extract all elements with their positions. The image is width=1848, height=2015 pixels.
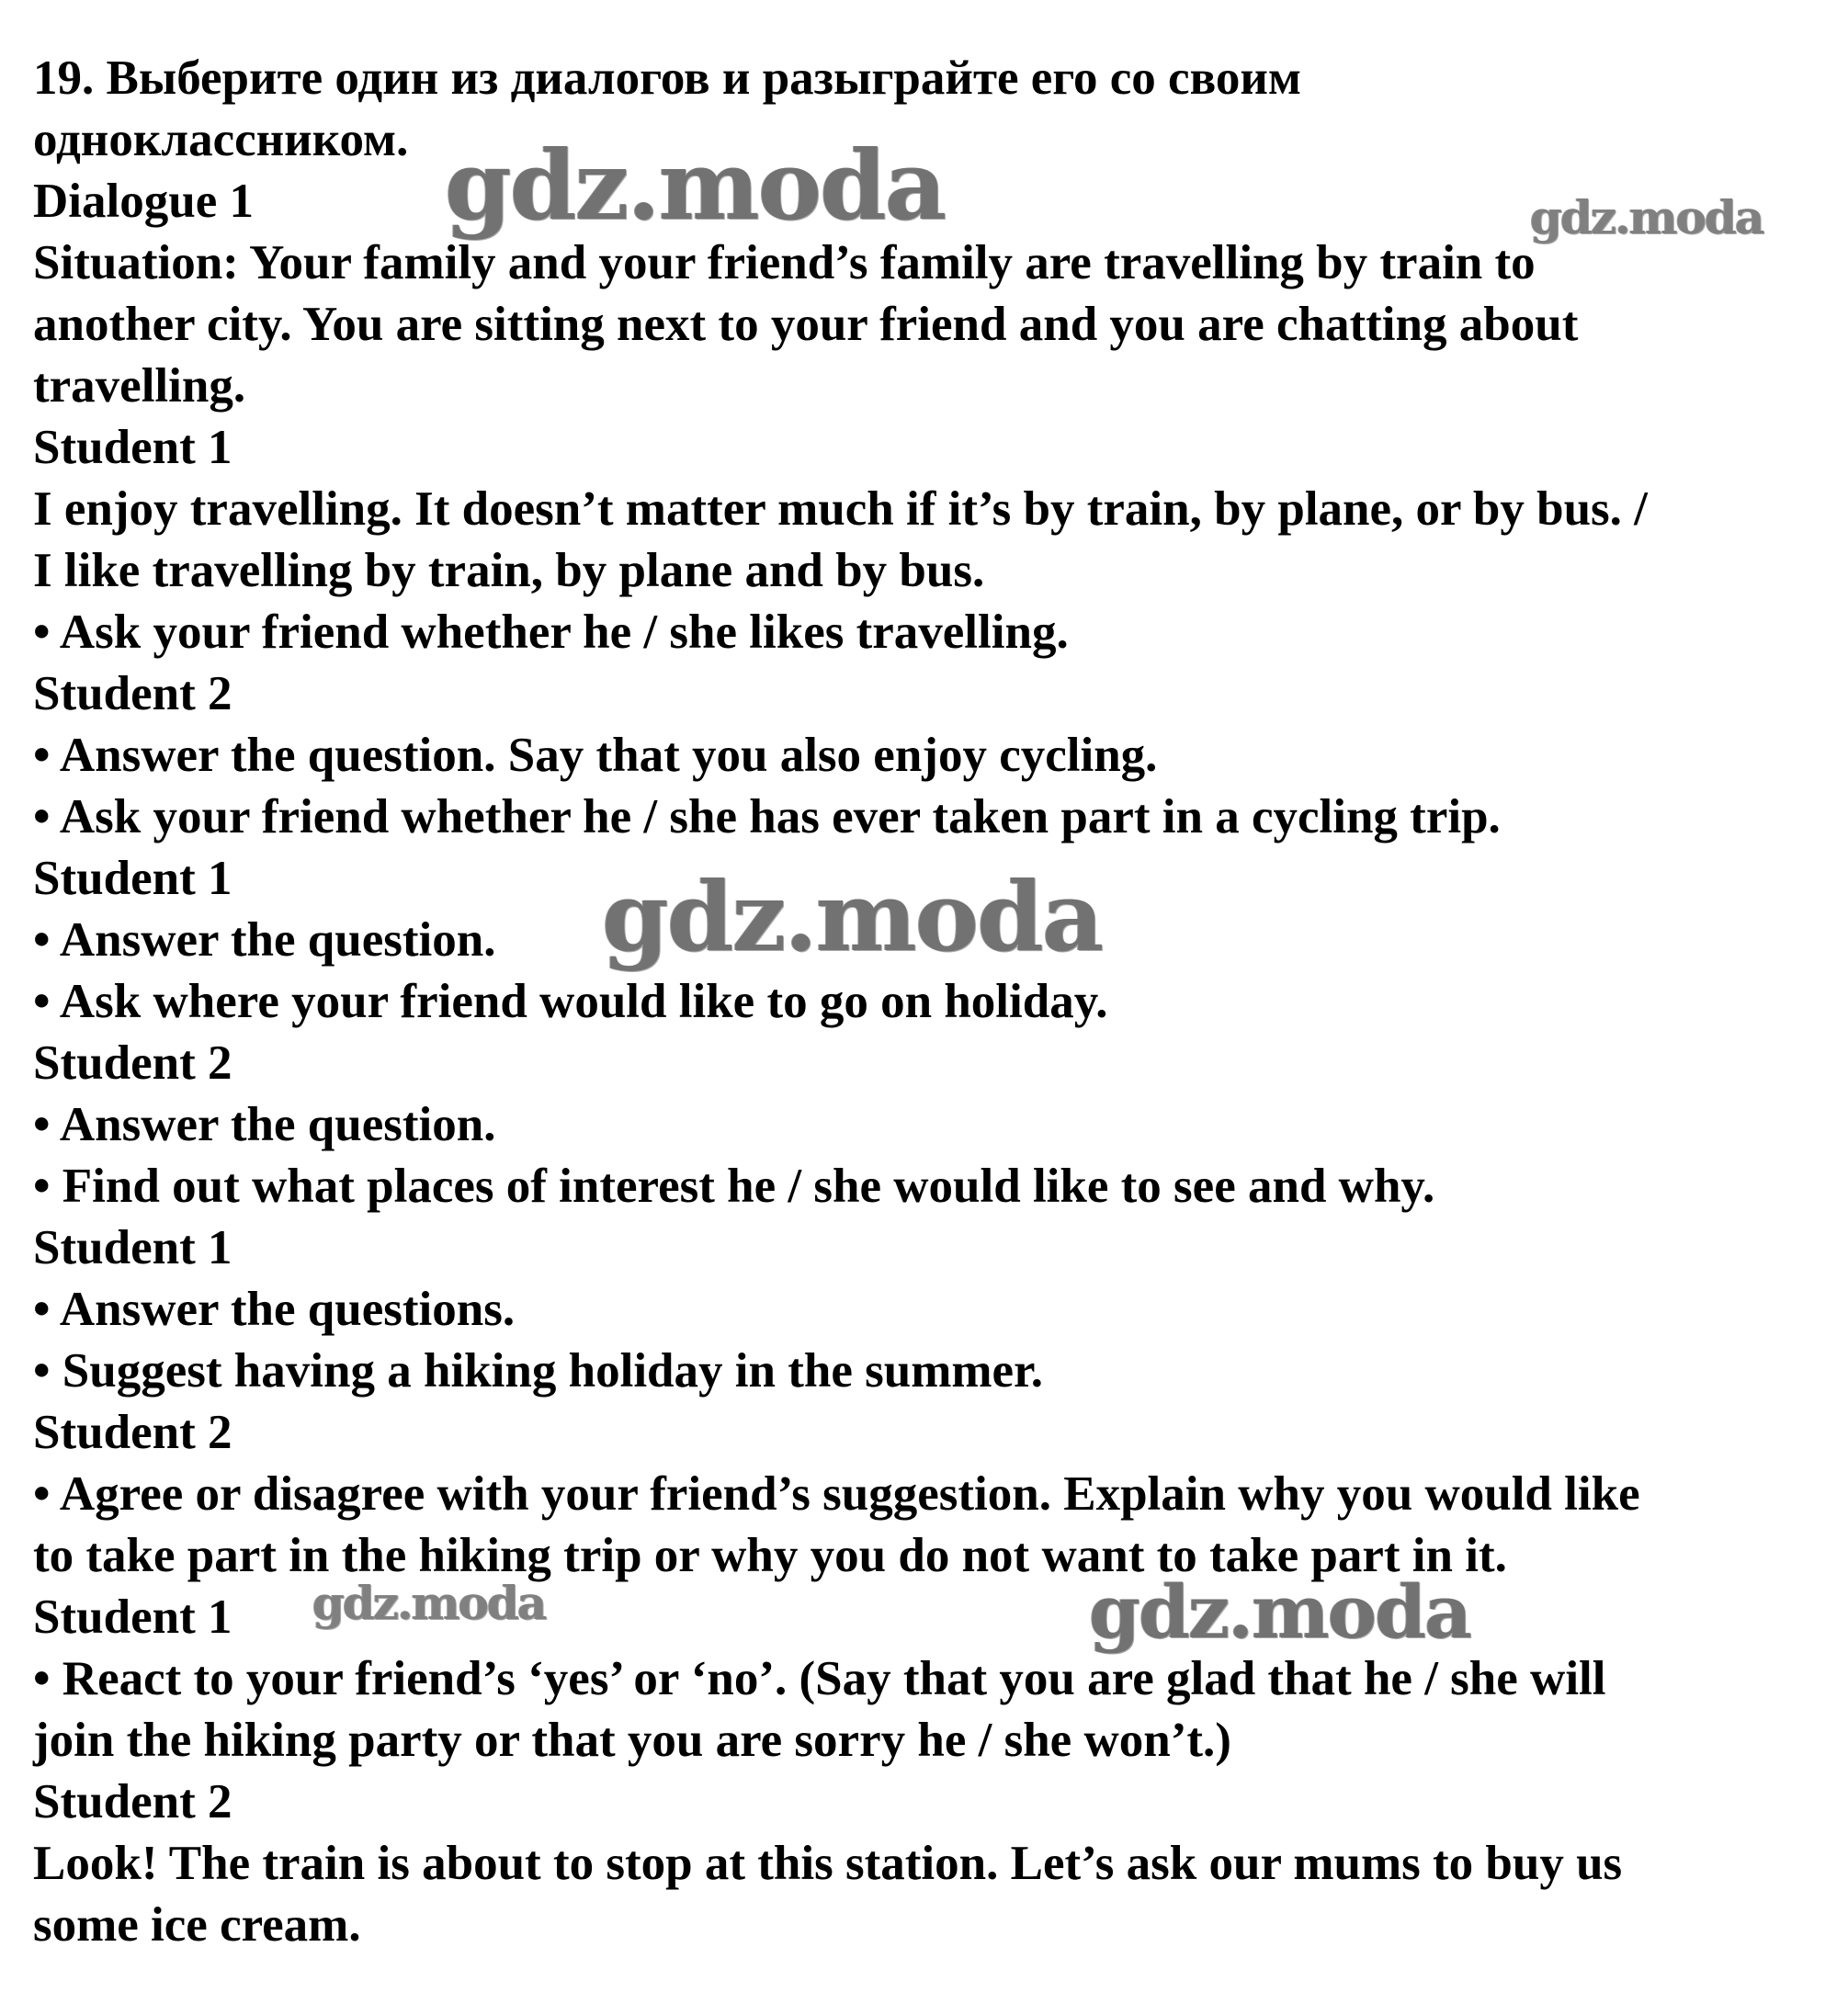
dialogue-line: Look! The train is about to stop at this station. Let’s ask our mums to buy us xyxy=(33,1837,1623,1890)
task-bullet-continuation: join the hiking party or that you are sorry he / she won’t.) xyxy=(33,1714,1231,1767)
dialogue-title: Dialogue 1 xyxy=(33,175,254,228)
task-bullet: • Suggest having a hiking holiday in the summer. xyxy=(33,1344,1043,1398)
dialogue-line: I enjoy travelling. It doesn’t matter much if it’s by train, by plane, or by bus. / xyxy=(33,482,1648,536)
speaker-label: Student 2 xyxy=(33,1036,232,1090)
speaker-label: Student 2 xyxy=(33,667,232,720)
task-bullet: • Find out what places of interest he / she would like to see and why. xyxy=(33,1160,1435,1213)
speaker-label: Student 1 xyxy=(33,852,232,905)
task-bullet: • Answer the questions. xyxy=(33,1283,516,1336)
exercise-page xyxy=(33,48,1834,1956)
task-bullet-continuation: to take part in the hiking trip or why you do not want to take part in it. xyxy=(33,1529,1507,1582)
speaker-label: Student 1 xyxy=(33,1221,232,1274)
situation-line: Situation: Your family and your friend’s family are travelling by train to xyxy=(33,236,1536,289)
exercise-heading-line-2: одноклассником. xyxy=(33,113,409,166)
task-bullet: • Agree or disagree with your friend’s suggestion. Explain why you would like xyxy=(33,1467,1640,1521)
task-bullet: • Answer the question. Say that you also enjoy cycling. xyxy=(33,729,1158,782)
speaker-label: Student 2 xyxy=(33,1406,232,1459)
task-bullet: • Ask where your friend would like to go on holiday. xyxy=(33,975,1108,1028)
watermark-logo: gdz.moda xyxy=(1530,190,1763,244)
task-bullet: • Answer the question. xyxy=(33,1098,496,1151)
speaker-label: Student 1 xyxy=(33,421,232,474)
situation-line: travelling. xyxy=(33,359,246,413)
watermark-logo: gdz.moda xyxy=(312,1576,546,1630)
dialogue-line: I like travelling by train, by plane and by bus. xyxy=(33,544,985,597)
watermark-logo: gdz.moda xyxy=(445,129,946,242)
situation-line: another city. You are sitting next to your friend and you are chatting about xyxy=(33,298,1579,351)
task-bullet: • Answer the question. xyxy=(33,913,496,967)
speaker-label: Student 2 xyxy=(33,1775,232,1828)
dialogue-line: some ice cream. xyxy=(33,1898,361,1952)
task-bullet: • React to your friend’s ‘yes’ or ‘no’. (Say that you are glad that he / she will xyxy=(33,1652,1606,1705)
watermark-logo: gdz.moda xyxy=(602,860,1103,973)
speaker-label: Student 1 xyxy=(33,1590,232,1644)
task-bullet: • Ask your friend whether he / she has ever taken part in a cycling trip. xyxy=(33,790,1501,843)
watermark-logo: gdz.moda xyxy=(1089,1568,1470,1655)
exercise-heading-line-1: 19. Выберите один из диалогов и разыграйте его со своим xyxy=(33,51,1301,105)
task-bullet: • Ask your friend whether he / she likes travelling. xyxy=(33,606,1069,659)
